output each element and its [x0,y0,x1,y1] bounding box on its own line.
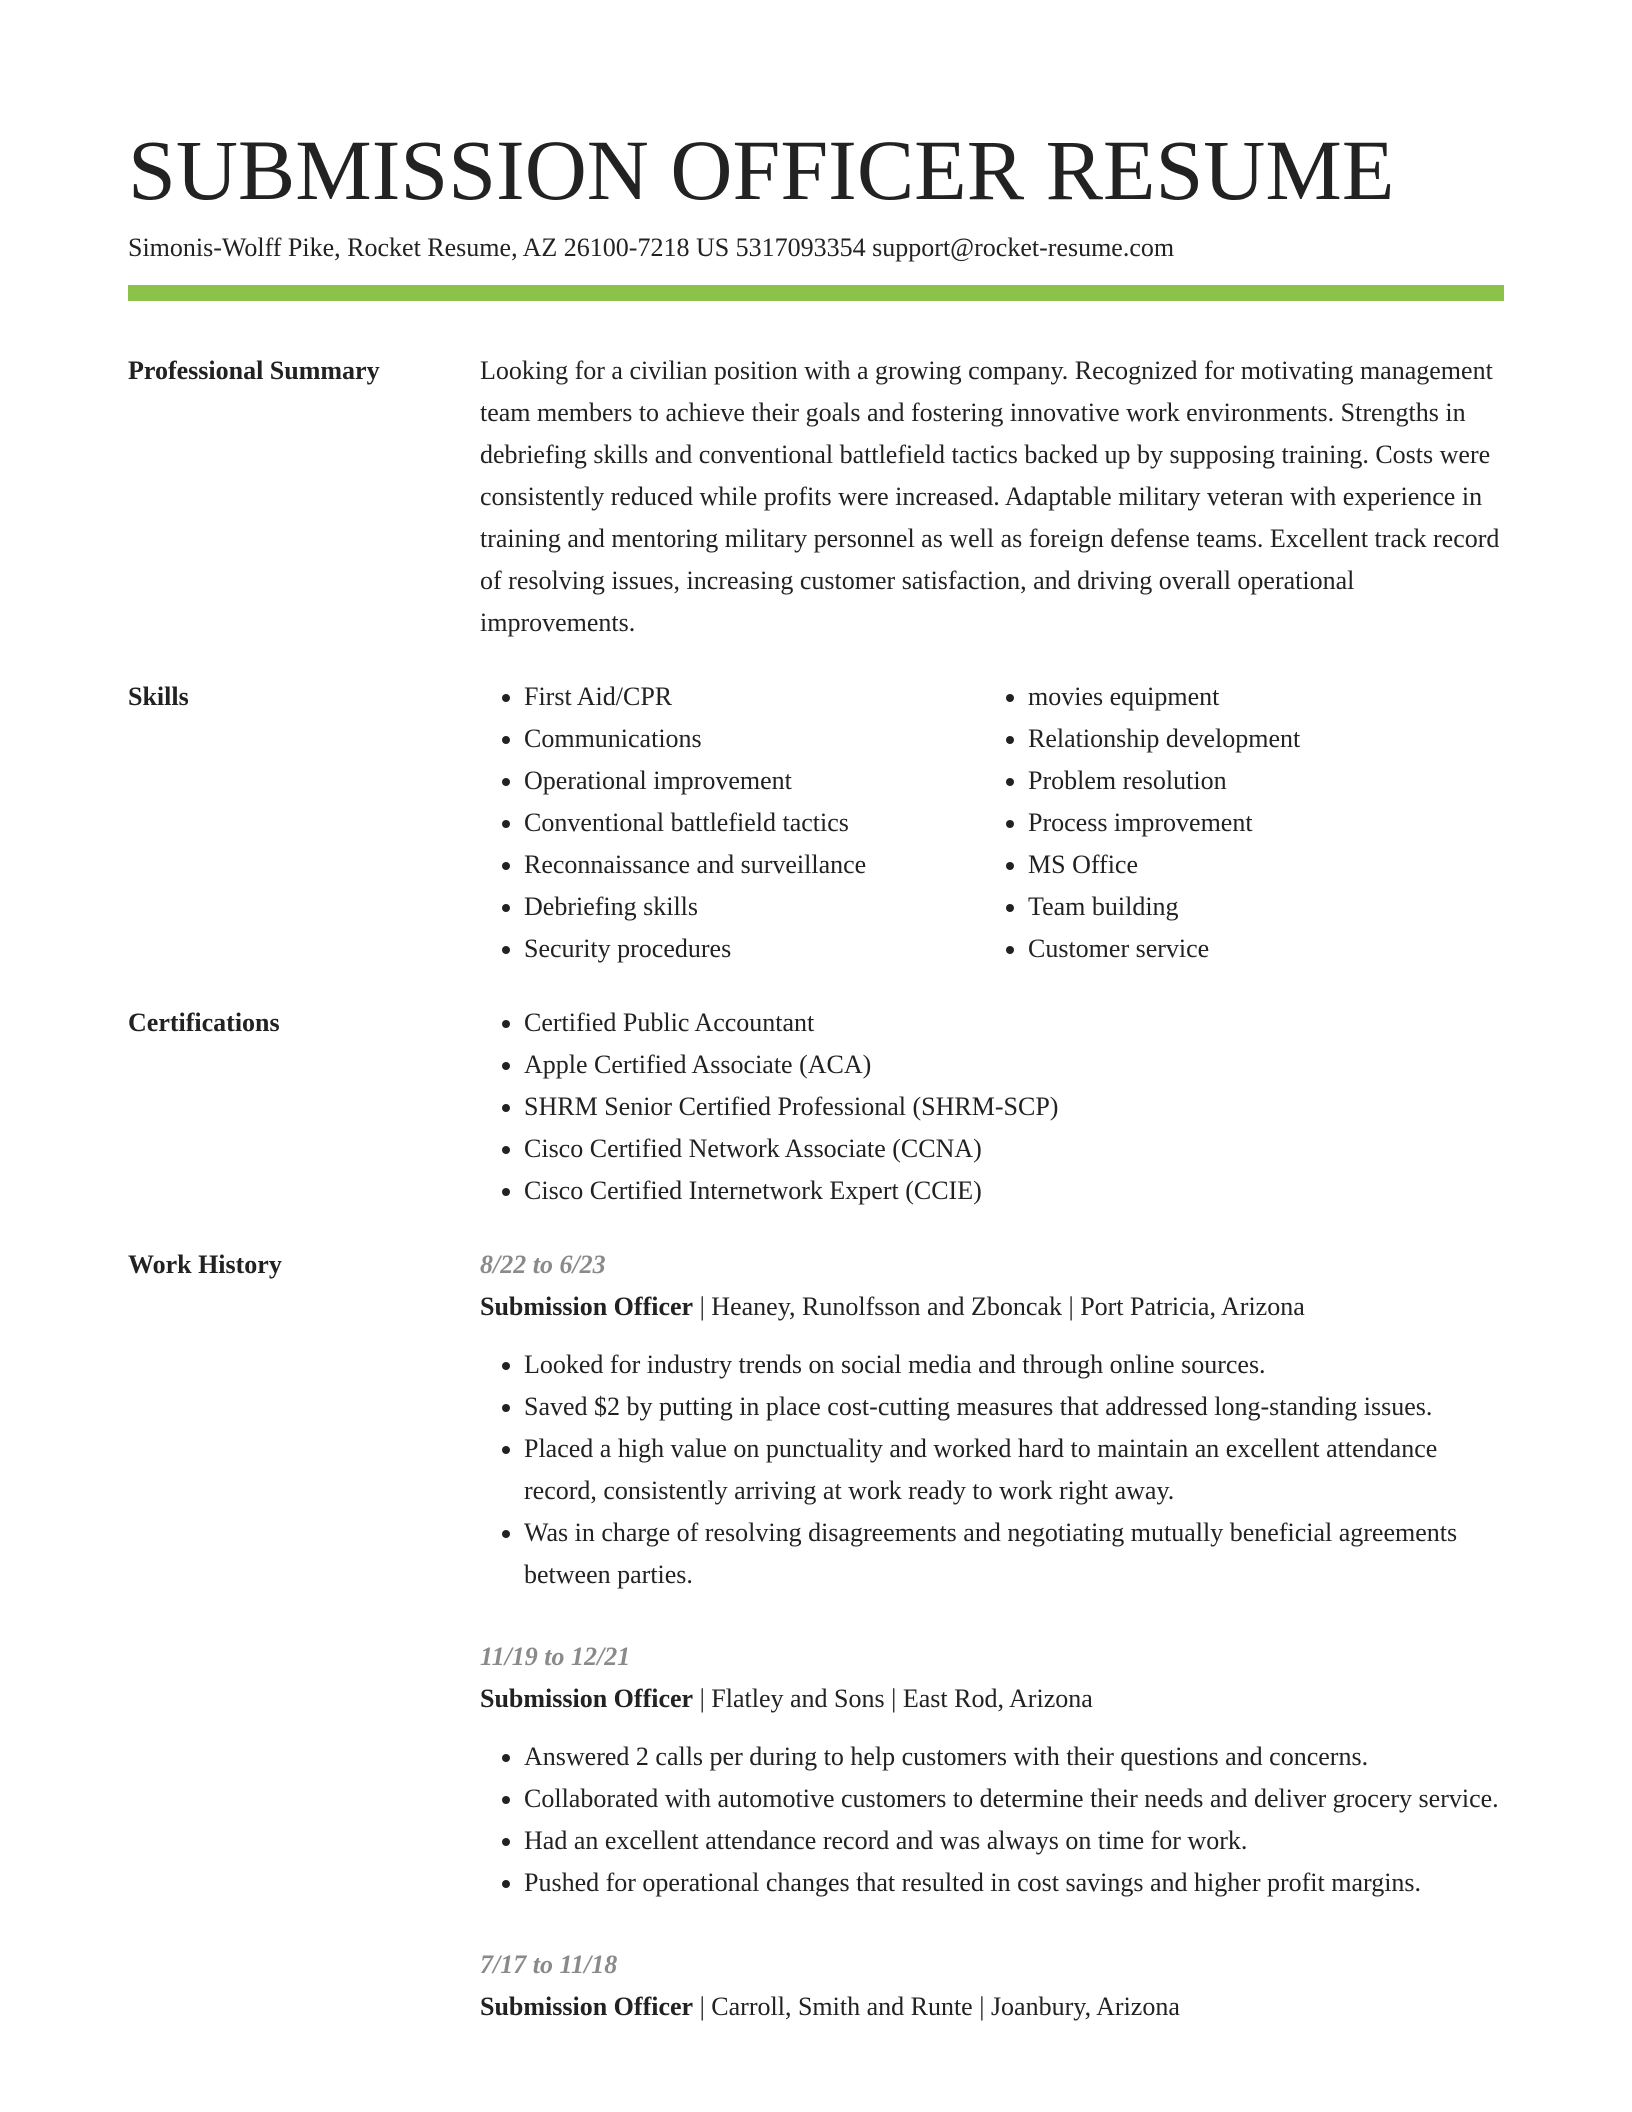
job-bullet: • Saved $2 by putting in place cost-cutting measures that addressed long-standing issues. [524,1386,1504,1428]
job-bullet: • Was in charge of resolving disagreements and negotiating mutually beneficial agreements between parties. [524,1512,1504,1596]
job-company: Carroll, Smith and Runte [711,1992,973,2021]
skill-item: • Operational improvement [524,760,984,802]
skill-item: • movies equipment [1028,676,1488,718]
resume-title: SUBMISSION OFFICER RESUME [128,122,1395,218]
job-entry [480,1636,1504,1904]
job-separator: | [693,1292,712,1321]
job-entry [480,1944,1504,2028]
skill-item: • Debriefing skills [524,886,984,928]
accent-divider [128,285,1504,301]
certification-item: • Cisco Certified Internetwork Expert (CCIE) [524,1170,1504,1212]
job-bullet: • Looked for industry trends on social media and through online sources. [524,1344,1504,1386]
job-company: Heaney, Runolfsson and Zboncak [711,1292,1062,1321]
job-heading [480,1286,1504,1328]
skill-item: • MS Office [1028,844,1488,886]
job-role: Submission Officer [480,1992,694,2021]
job-dates: 11/19 to 12/21 [480,1642,631,1671]
job-bullets [480,1736,1504,1904]
certification-item: • Certified Public Accountant [524,1002,1504,1044]
job-separator: | [1061,1292,1081,1321]
skill-item: • Process improvement [1028,802,1488,844]
job-separator: | [693,1684,712,1713]
contact-line: Simonis-Wolff Pike, Rocket Resume, AZ 26100-7218 US 5317093354 support@rocket-resume.com [128,233,1175,262]
summary-text: Looking for a civilian position with a growing company. Recognized for motivating management team members to achieve their goals and fostering innovative work environments. Strengths in debriefing skills and conventional battlefield tactics backed up by supposing training. Costs were consistently reduced while profits were increased. Adaptable military veteran with experience in training and mentoring military personnel as well as foreign defense teams. Excellent track record of resolving issues, increasing customer satisfaction, and driving overall operational improvements. [480,356,1500,637]
job-location: Port Patricia, Arizona [1080,1292,1305,1321]
certifications-label: Certifications [128,1008,280,1037]
job-dates: 8/22 to 6/23 [480,1250,606,1279]
skills-list-right [984,676,1488,970]
skill-item: • Customer service [1028,928,1488,970]
job-bullet: • Pushed for operational changes that resulted in cost savings and higher profit margins. [524,1862,1504,1904]
work-history-label: Work History [128,1250,282,1279]
skills-list-left [480,676,984,970]
skills-label: Skills [128,682,189,711]
job-heading [480,1678,1504,1720]
job-bullet: • Answered 2 calls per during to help customers with their questions and concerns. [524,1736,1504,1778]
job-company: Flatley and Sons [711,1684,885,1713]
job-bullet: • Collaborated with automotive customers to determine their needs and deliver grocery service. [524,1778,1504,1820]
job-location: Joanbury, Arizona [990,1992,1180,2021]
skill-item: • Problem resolution [1028,760,1488,802]
job-entry [480,1244,1504,1596]
skill-item: • Relationship development [1028,718,1488,760]
job-bullet: • Placed a high value on punctuality and worked hard to maintain an excellent attendance record, consistently arriving at work ready to work right away. [524,1428,1504,1512]
job-location: East Rod, Arizona [902,1684,1093,1713]
certification-item: • SHRM Senior Certified Professional (SHRM-SCP) [524,1086,1504,1128]
certification-item: • Cisco Certified Network Associate (CCNA) [524,1128,1504,1170]
skill-item: • Communications [524,718,984,760]
job-bullets [480,1344,1504,1596]
skill-item: • Security procedures [524,928,984,970]
skill-item: • Reconnaissance and surveillance [524,844,984,886]
job-bullet: • Had an excellent attendance record and was always on time for work. [524,1820,1504,1862]
skill-item: • First Aid/CPR [524,676,984,718]
job-heading [480,1986,1504,2028]
job-separator: | [972,1992,991,2021]
job-separator: | [693,1992,712,2021]
job-role: Submission Officer [480,1292,694,1321]
job-dates: 7/17 to 11/18 [480,1950,618,1979]
job-separator: | [884,1684,903,1713]
job-role: Submission Officer [480,1684,694,1713]
certifications-list [480,1002,1504,1212]
skill-item: • Conventional battlefield tactics [524,802,984,844]
skill-item: • Team building [1028,886,1488,928]
summary-label: Professional Summary [128,356,380,385]
certification-item: • Apple Certified Associate (ACA) [524,1044,1504,1086]
